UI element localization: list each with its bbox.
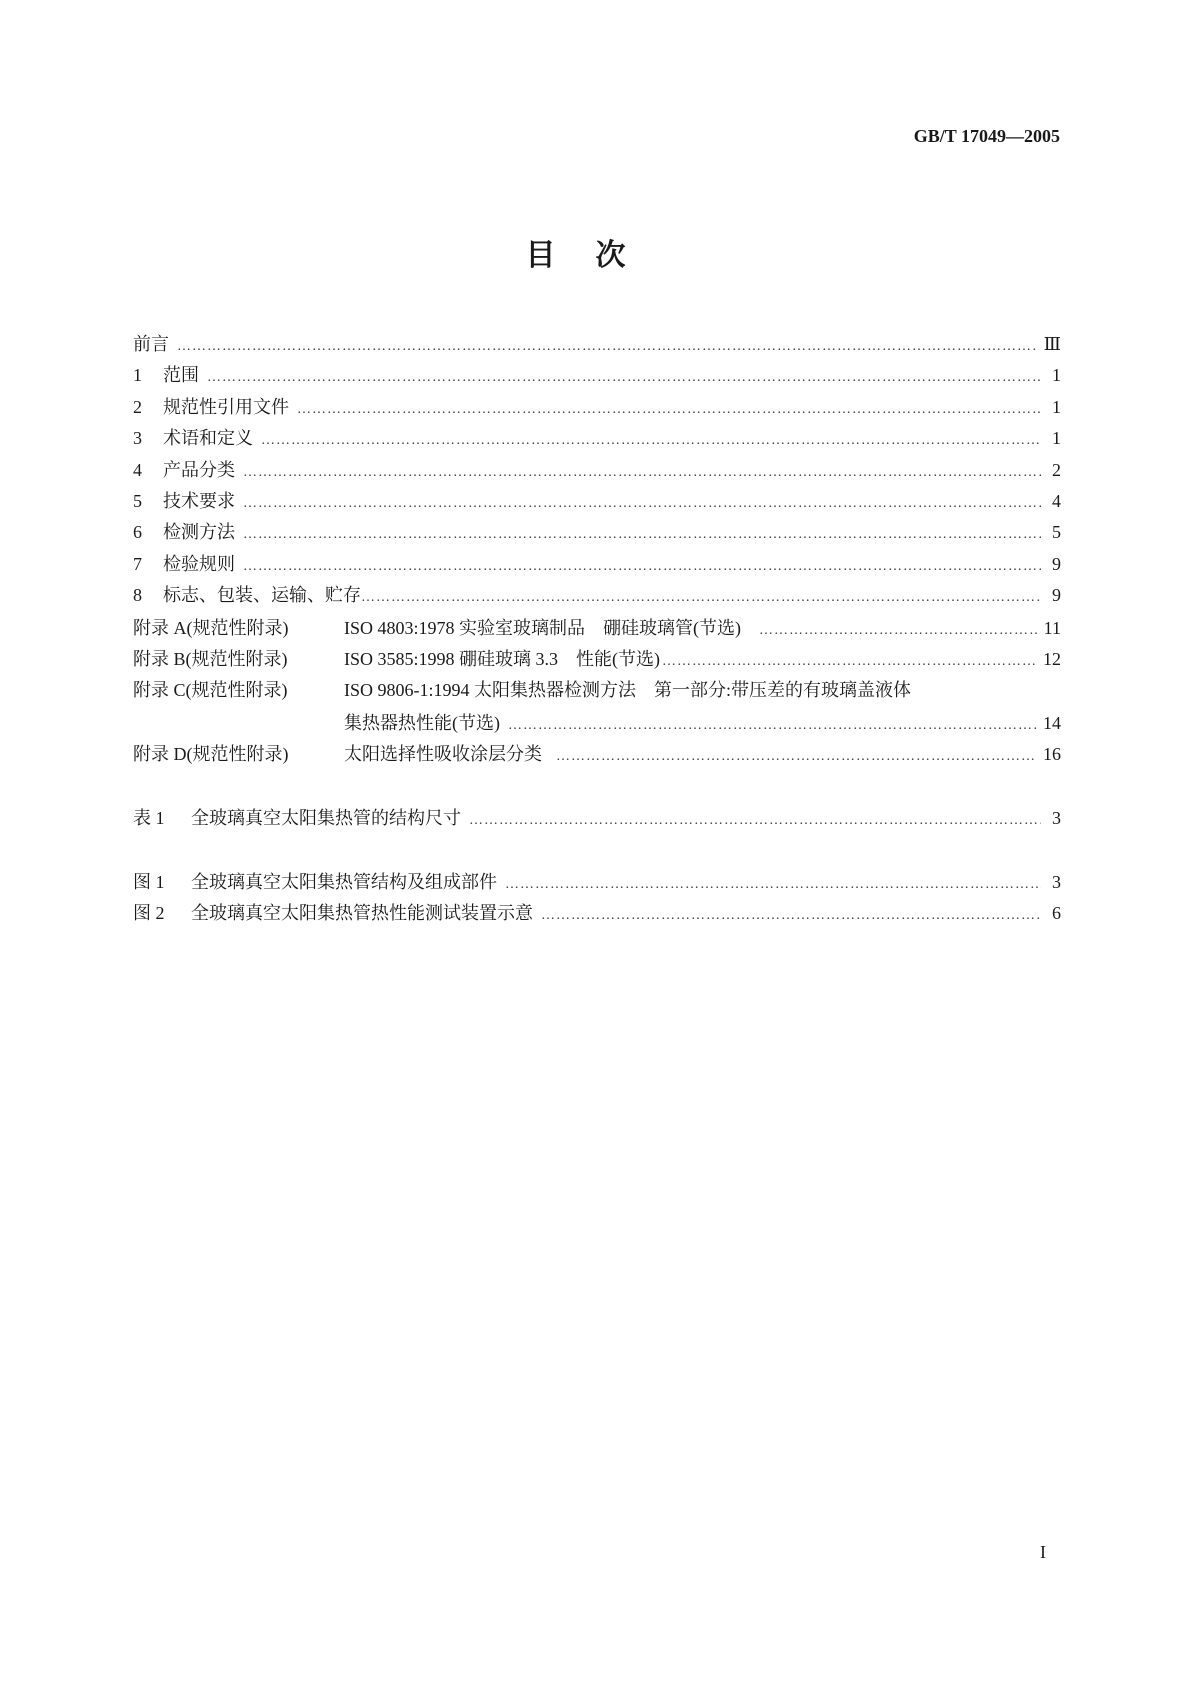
toc-page: 9 xyxy=(1052,585,1061,605)
toc-page: 4 xyxy=(1052,491,1061,511)
toc-page: 1 xyxy=(1052,428,1061,448)
appendix-label: ISO 4803:1978 实验室玻璃制品 硼硅玻璃管(节选) xyxy=(344,618,741,638)
appendix-entry[interactable] xyxy=(133,615,1061,641)
figure-entry[interactable] xyxy=(133,900,1061,926)
figure-label: 全玻璃真空太阳集热管热性能测试装置示意 xyxy=(191,903,533,923)
figure-prefix: 图 1 xyxy=(133,872,165,892)
page-title: 目次 xyxy=(525,238,666,273)
toc-label: 前言 xyxy=(133,334,169,354)
appendix-label: 集热器热性能(节选) xyxy=(344,713,500,733)
toc-number: 3 xyxy=(133,428,142,448)
toc-page: 2 xyxy=(1052,460,1061,480)
dot-leader xyxy=(505,872,1041,898)
toc-number: 6 xyxy=(133,522,142,542)
toc-entry[interactable] xyxy=(133,331,1061,357)
figure-page: 6 xyxy=(1052,903,1061,923)
appendix-page: 11 xyxy=(1043,618,1061,638)
dot-leader xyxy=(243,554,1041,580)
toc-label: 检验规则 xyxy=(163,554,235,574)
figure-entry[interactable] xyxy=(133,869,1061,895)
toc-entry[interactable] xyxy=(133,582,1061,608)
toc-number: 2 xyxy=(133,397,142,417)
toc-number: 5 xyxy=(133,491,142,511)
table-page: 3 xyxy=(1052,808,1061,828)
dot-leader xyxy=(662,649,1037,675)
appendix-label: ISO 9806-1:1994 太阳集热器检测方法 第一部分:带压差的有玻璃盖液体 xyxy=(344,680,911,700)
table-prefix: 表 1 xyxy=(133,808,165,828)
toc-page: 1 xyxy=(1052,365,1061,385)
dot-leader xyxy=(297,397,1041,423)
dot-leader xyxy=(261,428,1041,454)
toc-entry[interactable] xyxy=(133,457,1061,483)
toc-entry[interactable] xyxy=(133,362,1061,388)
toc-number: 8 xyxy=(133,585,142,605)
dot-leader xyxy=(556,744,1037,770)
dot-leader xyxy=(508,713,1037,739)
appendix-page: 14 xyxy=(1043,713,1061,733)
standard-number: GB/T 17049—2005 xyxy=(913,126,1060,146)
toc-page: 9 xyxy=(1052,554,1061,574)
toc-label: 规范性引用文件 xyxy=(163,397,289,417)
appendix-prefix: 附录 C(规范性附录) xyxy=(133,680,288,700)
figure-page: 3 xyxy=(1052,872,1061,892)
dot-leader xyxy=(759,618,1038,644)
appendix-prefix: 附录 D(规范性附录) xyxy=(133,744,289,764)
toc-label: 检测方法 xyxy=(163,522,235,542)
toc-page: 1 xyxy=(1052,397,1061,417)
dot-leader xyxy=(177,334,1038,360)
dot-leader xyxy=(361,585,1041,611)
table-entry[interactable] xyxy=(133,805,1061,831)
toc-number: 4 xyxy=(133,460,142,480)
appendix-prefix: 附录 A(规范性附录) xyxy=(133,618,289,638)
toc-label: 标志、包装、运输、贮存 xyxy=(163,585,361,605)
dot-leader xyxy=(243,491,1041,517)
dot-leader xyxy=(469,808,1041,834)
figure-prefix: 图 2 xyxy=(133,903,165,923)
toc-number: 7 xyxy=(133,554,142,574)
appendix-prefix: 附录 B(规范性附录) xyxy=(133,649,288,669)
toc-number: 1 xyxy=(133,365,142,385)
dot-leader xyxy=(243,522,1041,548)
appendix-label: 太阳选择性吸收涂层分类 xyxy=(344,744,542,764)
table-label: 全玻璃真空太阳集热管的结构尺寸 xyxy=(191,808,461,828)
toc-entry[interactable] xyxy=(133,394,1061,420)
toc-label: 产品分类 xyxy=(163,460,235,480)
toc-page: 5 xyxy=(1052,522,1061,542)
dot-leader xyxy=(207,365,1041,391)
page-number: I xyxy=(1040,1542,1046,1562)
appendix-entry[interactable] xyxy=(133,741,1061,767)
toc-label: 术语和定义 xyxy=(163,428,253,448)
figure-label: 全玻璃真空太阳集热管结构及组成部件 xyxy=(191,872,497,892)
appendix-entry[interactable] xyxy=(133,677,1061,703)
appendix-page: 12 xyxy=(1043,649,1061,669)
toc-label: 范围 xyxy=(163,365,199,385)
dot-leader xyxy=(541,903,1041,929)
appendix-entry-continued[interactable] xyxy=(133,710,1061,736)
toc-entry[interactable] xyxy=(133,551,1061,577)
toc-label: 技术要求 xyxy=(163,491,235,511)
dot-leader xyxy=(243,460,1041,486)
appendix-page: 16 xyxy=(1043,744,1061,764)
toc-entry[interactable] xyxy=(133,519,1061,545)
toc-entry[interactable] xyxy=(133,425,1061,451)
appendix-label: ISO 3585:1998 硼硅玻璃 3.3 性能(节选) xyxy=(344,649,660,669)
toc-page: Ⅲ xyxy=(1043,334,1061,354)
toc-entry[interactable] xyxy=(133,488,1061,514)
appendix-entry[interactable] xyxy=(133,646,1061,672)
